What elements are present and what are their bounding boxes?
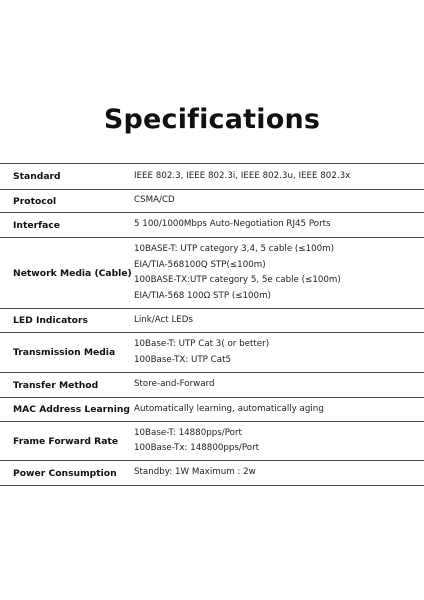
- spec-value-line: Standby: 1W Maximum : 2w: [134, 467, 256, 478]
- spec-value-line: 100Base-Tx: 148800pps/Port: [134, 443, 260, 453]
- spec-value-line: 100Base-TX: UTP Cat5: [134, 354, 232, 365]
- spec-row-transmission-media: [0, 333, 424, 373]
- spec-value-line: CSMA/CD: [134, 195, 175, 206]
- spec-value-line: 5 100/1000Mbps Auto-Negotiation RJ45 Ports: [134, 219, 331, 230]
- spec-row-protocol: [0, 190, 424, 213]
- spec-value-line: Store-and-Forward: [134, 379, 215, 390]
- spec-value: [134, 169, 424, 185]
- spec-label: Standard: [13, 171, 61, 182]
- spec-row-transfer-method: [0, 373, 424, 398]
- spec-value-line: Link/Act LEDs: [134, 314, 193, 325]
- spec-value: [134, 313, 424, 329]
- spec-label: Protocol: [13, 195, 57, 207]
- spec-value-line: Automatically learning, automatically aging: [134, 403, 324, 414]
- spec-row-standard: [0, 164, 424, 190]
- spec-label: LED Indicators: [13, 315, 88, 326]
- spec-value-line: EIA/TIA-568100Q STP(≤100m): [134, 259, 266, 270]
- spec-row-frame-forward-rate: [0, 422, 424, 461]
- spec-value: [134, 193, 424, 209]
- specifications-table: [0, 163, 424, 486]
- spec-label: Power Consumption: [13, 467, 117, 479]
- spec-label: Network Media (Cable): [13, 267, 132, 279]
- spec-label: Transmission Media: [13, 347, 116, 358]
- spec-row-led-indicators: [0, 309, 424, 333]
- spec-value: [134, 465, 424, 481]
- spec-label: MAC Address Learning: [13, 404, 130, 415]
- spec-value-line: IEEE 802.3, IEEE 802.3i, IEEE 802.3u, IEEE 802.3x: [134, 170, 351, 181]
- spec-value: [134, 242, 424, 304]
- spec-value-line: 100BASE-TX:UTP category 5, 5e cable (≤100m): [134, 275, 341, 285]
- spec-value-line: EIA/TIA-568 100Ω STP (≤100m): [134, 290, 271, 301]
- spec-row-interface: [0, 213, 424, 238]
- spec-label: Frame Forward Rate: [13, 435, 119, 447]
- spec-label: Transfer Method: [13, 379, 99, 391]
- spec-value: [134, 337, 424, 368]
- spec-value: [134, 377, 424, 393]
- spec-value-line: 10BASE-T: UTP category 3,4, 5 cable (≤100m): [134, 244, 335, 254]
- page-title: Specifications: [103, 104, 321, 135]
- spec-row-mac-address-learning: [0, 398, 424, 422]
- spec-value: [134, 402, 424, 418]
- spec-label: Interface: [13, 219, 60, 231]
- spec-value: [134, 217, 424, 233]
- spec-value-line: 10Base-T: 14880pps/Port: [134, 427, 242, 438]
- spec-row-network-media: [0, 238, 424, 309]
- spec-value-line: 10Base-T: UTP Cat 3( or better): [134, 339, 270, 349]
- spec-row-power-consumption: [0, 461, 424, 486]
- spec-value: [134, 426, 424, 457]
